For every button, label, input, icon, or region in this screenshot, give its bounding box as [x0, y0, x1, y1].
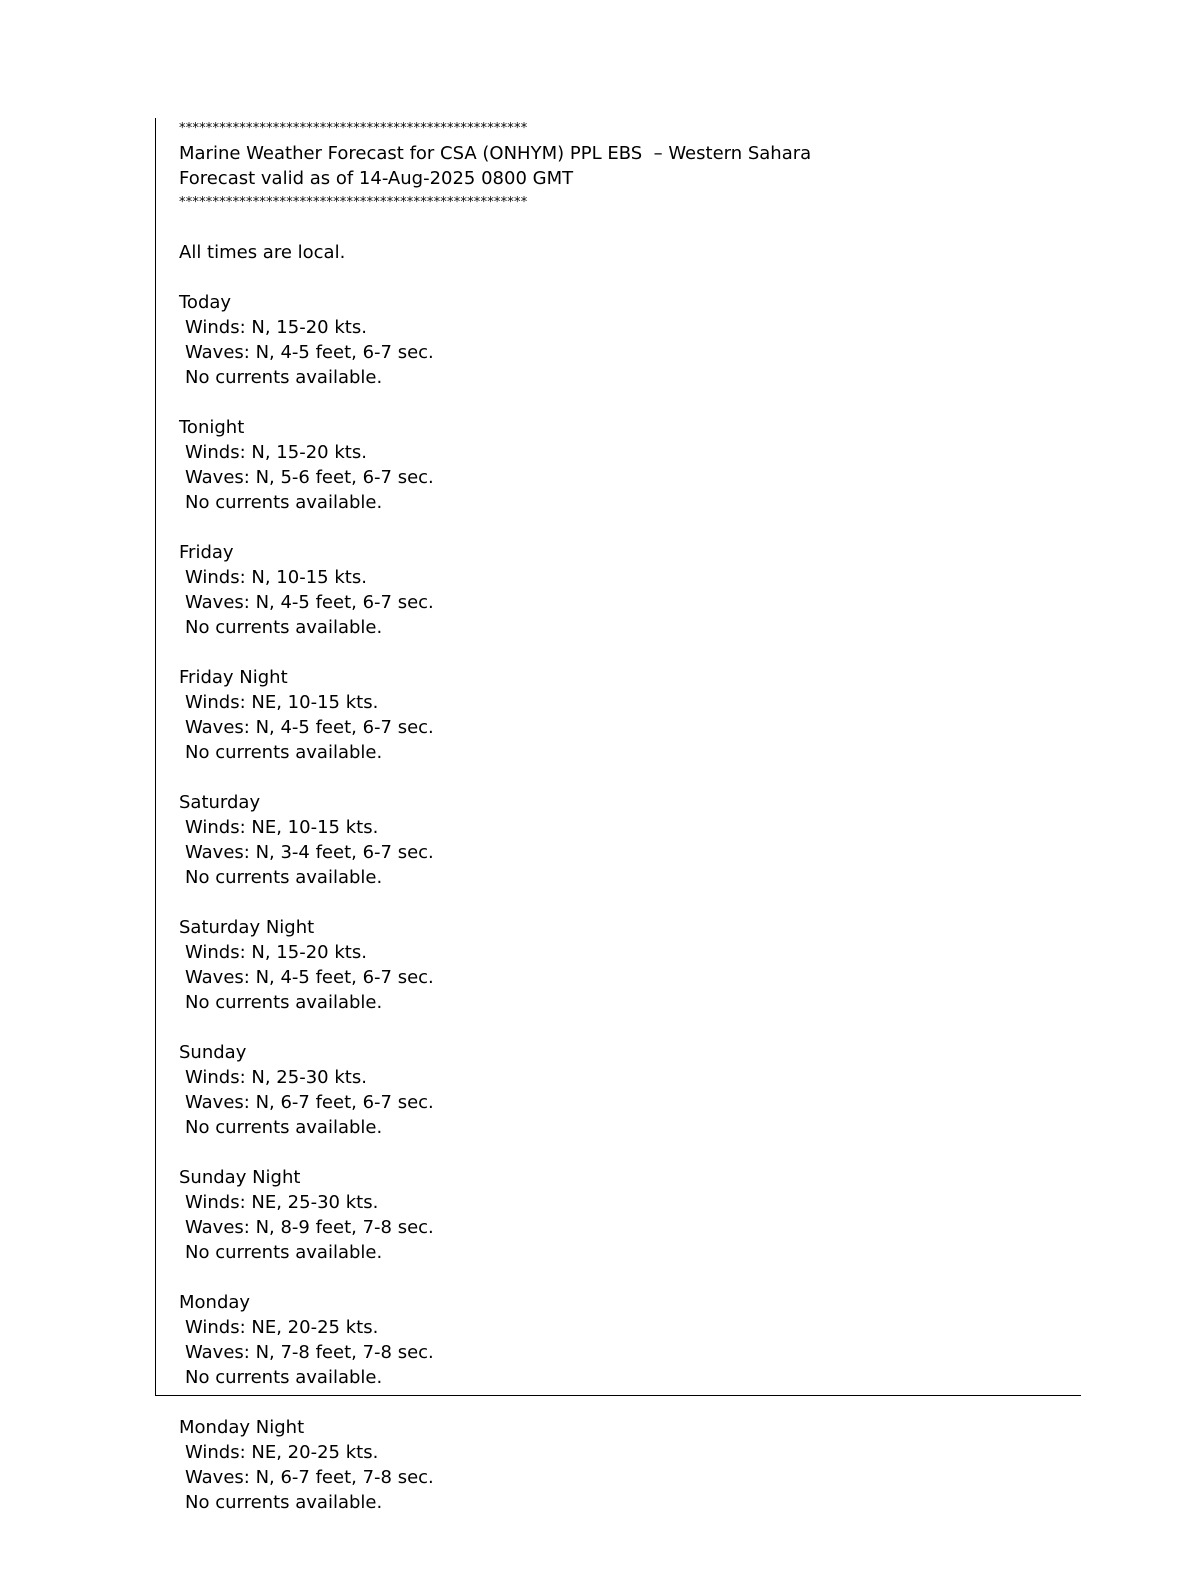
period-winds: Winds: N, 15-20 kts. [185, 442, 367, 463]
forecast-period-sunday-night [179, 1165, 1079, 1265]
period-waves: Waves: N, 4-5 feet, 6-7 sec. [185, 967, 434, 988]
period-waves: Waves: N, 3-4 feet, 6-7 sec. [185, 842, 434, 863]
period-waves: Waves: N, 7-8 feet, 7-8 sec. [185, 1342, 434, 1363]
spacer [179, 1390, 1079, 1415]
period-winds: Winds: NE, 20-25 kts. [185, 1442, 379, 1463]
forecast-period-today [179, 290, 1079, 390]
spacer [179, 890, 1079, 915]
spacer [179, 765, 1079, 790]
period-currents: No currents available. [185, 1242, 383, 1263]
period-currents: No currents available. [185, 1117, 383, 1138]
period-winds: Winds: N, 25-30 kts. [185, 1067, 367, 1088]
period-winds: Winds: N, 15-20 kts. [185, 317, 367, 338]
forecast-valid-time: Forecast valid as of 14-Aug-2025 0800 GMT [179, 168, 574, 189]
period-waves: Waves: N, 4-5 feet, 6-7 sec. [185, 342, 434, 363]
forecast-document [179, 117, 1079, 1515]
spacer [179, 390, 1079, 415]
forecast-period-sunday [179, 1040, 1079, 1140]
period-currents: No currents available. [185, 992, 383, 1013]
period-winds: Winds: NE, 20-25 kts. [185, 1317, 379, 1338]
period-currents: No currents available. [185, 367, 383, 388]
spacer [179, 1265, 1079, 1290]
period-waves: Waves: N, 6-7 feet, 7-8 sec. [185, 1467, 434, 1488]
period-label: Monday Night [179, 1417, 305, 1438]
period-waves: Waves: N, 5-6 feet, 6-7 sec. [185, 467, 434, 488]
header-stars-bottom: **************************************************** [179, 195, 528, 210]
frame-left-border [155, 118, 156, 1396]
period-currents: No currents available. [185, 742, 383, 763]
spacer [179, 1015, 1079, 1040]
period-winds: Winds: NE, 10-15 kts. [185, 692, 379, 713]
period-currents: No currents available. [185, 1492, 383, 1513]
period-label: Today [179, 292, 232, 313]
period-waves: Waves: N, 6-7 feet, 6-7 sec. [185, 1092, 434, 1113]
period-label: Sunday Night [179, 1167, 301, 1188]
spacer [179, 265, 1079, 290]
forecast-period-monday [179, 1290, 1079, 1390]
period-label: Saturday [179, 792, 261, 813]
forecast-period-saturday-night [179, 915, 1079, 1015]
spacer [179, 640, 1079, 665]
spacer [179, 215, 1079, 240]
period-winds: Winds: NE, 25-30 kts. [185, 1192, 379, 1213]
period-winds: Winds: NE, 10-15 kts. [185, 817, 379, 838]
forecast-period-friday-night [179, 665, 1079, 765]
times-note: All times are local. [179, 242, 346, 263]
period-winds: Winds: N, 10-15 kts. [185, 567, 367, 588]
period-winds: Winds: N, 15-20 kts. [185, 942, 367, 963]
forecast-period-friday [179, 540, 1079, 640]
period-label: Saturday Night [179, 917, 315, 938]
period-waves: Waves: N, 4-5 feet, 6-7 sec. [185, 592, 434, 613]
period-label: Monday [179, 1292, 251, 1313]
period-waves: Waves: N, 4-5 feet, 6-7 sec. [185, 717, 434, 738]
forecast-title: Marine Weather Forecast for CSA (ONHYM) PPL EBS – Western Sahara [179, 143, 812, 164]
header-stars-top: **************************************************** [179, 121, 528, 136]
forecast-period-tonight [179, 415, 1079, 515]
period-label: Tonight [179, 417, 245, 438]
period-currents: No currents available. [185, 1367, 383, 1388]
period-label: Friday Night [179, 667, 288, 688]
forecast-period-saturday [179, 790, 1079, 890]
period-label: Friday [179, 542, 234, 563]
period-currents: No currents available. [185, 617, 383, 638]
spacer [179, 515, 1079, 540]
period-currents: No currents available. [185, 492, 383, 513]
period-currents: No currents available. [185, 867, 383, 888]
spacer [179, 1140, 1079, 1165]
period-waves: Waves: N, 8-9 feet, 7-8 sec. [185, 1217, 434, 1238]
period-label: Sunday [179, 1042, 247, 1063]
forecast-period-monday-night [179, 1415, 1079, 1515]
